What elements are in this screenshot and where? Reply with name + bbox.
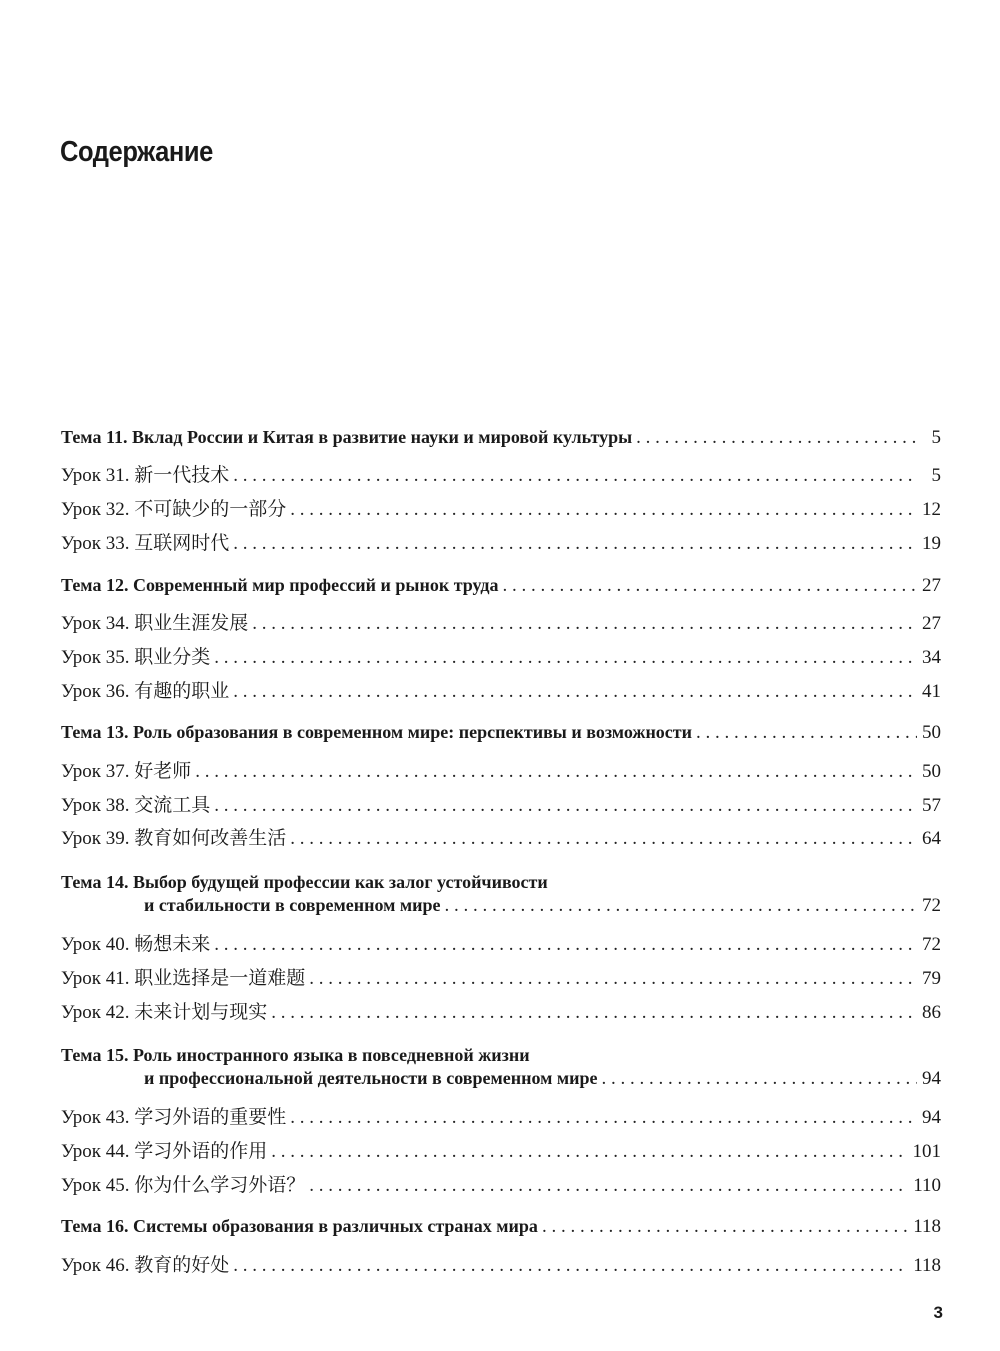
- toc-entry-label: Урок 32. 不可缺少的一部分: [61, 499, 287, 520]
- dot-leader: [290, 499, 917, 521]
- toc-lesson-43[interactable]: [61, 1102, 941, 1132]
- toc-page-number: 110: [913, 1175, 941, 1196]
- toc-page-number: 27: [922, 613, 941, 634]
- toc-theme-12[interactable]: [61, 575, 941, 605]
- dot-leader: [309, 968, 917, 990]
- toc-page-number: 50: [922, 761, 941, 782]
- toc-entry-label: Урок 46. 教育的好处: [61, 1255, 230, 1276]
- toc-page-number: 27: [922, 575, 941, 596]
- toc-theme-16[interactable]: [61, 1216, 941, 1246]
- toc-entry-label: Урок 41. 职业选择是一道难题: [61, 968, 306, 989]
- toc-lesson-41[interactable]: [61, 963, 941, 993]
- toc-lesson-38[interactable]: [61, 790, 941, 820]
- toc-theme-13[interactable]: [61, 722, 941, 752]
- toc-lesson-37[interactable]: [61, 756, 941, 786]
- toc-entry-label: Тема 11. Вклад России и Китая в развитие науки и мировой культуры: [61, 427, 633, 447]
- dot-leader: [636, 427, 917, 449]
- toc-entry-label: Урок 36. 有趣的职业: [61, 681, 230, 702]
- toc-entry-label: Урок 33. 互联网时代: [61, 533, 230, 554]
- toc-page-number: 41: [922, 681, 941, 702]
- dot-leader: [195, 761, 917, 783]
- toc-page-number: 118: [913, 1255, 941, 1276]
- toc-entry-label: Урок 34. 职业生涯发展: [61, 613, 249, 634]
- toc-page-number: 72: [922, 895, 941, 916]
- toc-entry-label: Урок 40. 畅想未来: [61, 934, 211, 955]
- dot-leader: [214, 934, 917, 956]
- toc-entry-label: Урок 45. 你为什么学习外语？: [61, 1175, 306, 1196]
- toc-page-number: 101: [912, 1141, 941, 1162]
- toc-lesson-42[interactable]: [61, 997, 941, 1027]
- toc-page-number: 34: [922, 647, 941, 668]
- toc-lesson-46[interactable]: [61, 1250, 941, 1280]
- toc-entry-label: Тема 12. Современный мир профессий и рынок труда: [61, 575, 499, 595]
- dot-leader: [233, 681, 917, 703]
- toc-page-number: 94: [922, 1107, 941, 1128]
- dot-leader: [696, 722, 917, 744]
- dot-leader: [309, 1175, 909, 1197]
- toc-lesson-33[interactable]: [61, 528, 941, 558]
- toc-page-number: 118: [913, 1216, 941, 1237]
- toc-page-number: 12: [922, 499, 941, 520]
- dot-leader: [214, 795, 917, 817]
- toc-page-number: 72: [922, 934, 941, 955]
- toc-lesson-39[interactable]: [61, 823, 941, 853]
- toc-lesson-40[interactable]: [61, 929, 941, 959]
- toc-theme-11[interactable]: [61, 427, 941, 457]
- toc-entry-label: Тема 16. Системы образования в различных странах мира: [61, 1216, 538, 1236]
- toc-entry-label: Урок 37. 好老师: [61, 761, 192, 782]
- toc-lesson-44[interactable]: [61, 1136, 941, 1166]
- toc-theme-15-line1[interactable]: Тема 15. Роль иностранного языка в повседневной жизни: [61, 1045, 530, 1065]
- toc-entry-label: Урок 44. 学习外语的作用: [61, 1141, 268, 1162]
- dot-leader: [290, 828, 917, 850]
- toc-entry-label: и профессиональной деятельности в современном мире: [144, 1068, 598, 1088]
- dot-leader: [290, 1107, 917, 1129]
- toc-lesson-35[interactable]: [61, 642, 941, 672]
- toc-lesson-32[interactable]: [61, 494, 941, 524]
- toc-lesson-36[interactable]: [61, 676, 941, 706]
- toc-entry-label: Урок 42. 未来计划与现实: [61, 1002, 268, 1023]
- toc-page-number: 5: [931, 427, 941, 448]
- toc-theme-14[interactable]: [61, 895, 941, 925]
- page-number: 3: [933, 1303, 943, 1322]
- toc-page-number: 94: [922, 1068, 941, 1089]
- page-title: Содержание: [60, 136, 213, 168]
- dot-leader: [233, 465, 917, 487]
- toc-page-number: 19: [922, 533, 941, 554]
- toc-entry-label: Тема 13. Роль образования в современном мире: перспективы и возможности: [61, 722, 693, 742]
- toc-entry-label: Урок 38. 交流工具: [61, 795, 211, 816]
- dot-leader: [214, 647, 917, 669]
- toc-theme-15[interactable]: [61, 1068, 941, 1098]
- toc-page-number: 5: [931, 465, 941, 486]
- dot-leader: [271, 1141, 908, 1163]
- dot-leader: [233, 533, 917, 555]
- dot-leader: [445, 895, 917, 917]
- toc-theme-14-line1[interactable]: Тема 14. Выбор будущей профессии как залог устойчивости: [61, 872, 548, 892]
- toc-page-number: 50: [922, 722, 941, 743]
- toc-lesson-34[interactable]: [61, 608, 941, 638]
- toc-lesson-45[interactable]: [61, 1170, 941, 1200]
- dot-leader: [233, 1255, 909, 1277]
- dot-leader: [252, 613, 917, 635]
- dot-leader: [503, 575, 917, 597]
- toc-entry-label: и стабильности в современном мире: [144, 895, 441, 915]
- toc-entry-label: Урок 39. 教育如何改善生活: [61, 828, 287, 849]
- dot-leader: [542, 1216, 909, 1238]
- toc-lesson-31[interactable]: [61, 460, 941, 490]
- toc-entry-label: Урок 43. 学习外语的重要性: [61, 1107, 287, 1128]
- toc-page-number: 64: [922, 828, 941, 849]
- toc-entry-label: Урок 31. 新一代技术: [61, 465, 230, 486]
- dot-leader: [271, 1002, 917, 1024]
- toc-page-number: 79: [922, 968, 941, 989]
- toc-page-number: 86: [922, 1002, 941, 1023]
- toc-page-number: 57: [922, 795, 941, 816]
- toc-entry-label: Урок 35. 职业分类: [61, 647, 211, 668]
- dot-leader: [602, 1068, 917, 1090]
